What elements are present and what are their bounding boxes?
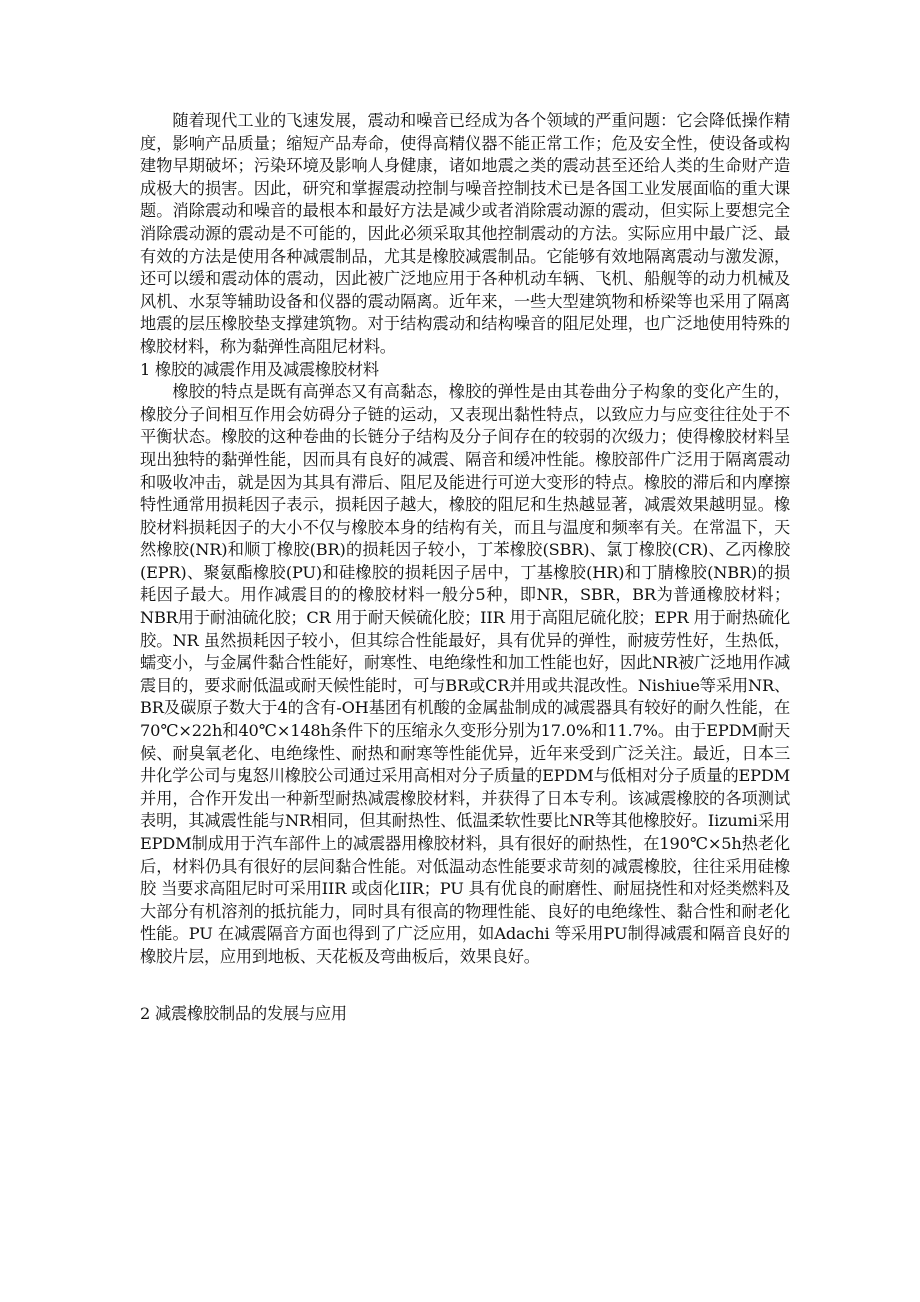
document-page bbox=[140, 110, 790, 1025]
section-heading-1: 1 橡胶的减震作用及减震橡胶材料 bbox=[140, 359, 379, 379]
section-gap bbox=[140, 969, 790, 1003]
section-heading-2: 2 减震橡胶制品的发展与应用 bbox=[140, 1003, 347, 1023]
section-1-paragraph: 橡胶的特点是既有高弹态又有高黏态，橡胶的弹性是由其卷曲分子构象的变化产生的，橡胶分子间相互作用会妨碍分子链的运动，又表现出黏性特点，以致应力与应变往往处于不平衡状态。橡胶的这种卷曲的长链分子结构及分子间存在的较弱的次级力；使得橡胶材料呈现出独特的黏弹性能，因而具有良好的减震、隔音和缓冲性能。橡胶部件广泛用于隔离震动和吸收冲击，就是因为其具有滞后、阻尼及能进行可逆大变形的特点。橡胶的滞后和内摩擦特性通常用损耗因子表示，损耗因子越大，橡胶的阻尼和生热越显著，减震效果越明显。橡胶材料损耗因子的大小不仅与橡胶本身的结构有关，而且与温度和频率有关。在常温下，天然橡胶(NR)和顺丁橡胶(BR)的损耗因子较小，丁苯橡胶(SBR)、氯丁橡胶(CR)、乙丙橡胶(EPR)、聚氨酯橡胶(PU)和硅橡胶的损耗因子居中，丁基橡胶(HR)和丁腈橡胶(NBR)的损耗因子最大。用作减震目的的橡胶材料一般分5种，即NR，SBR，BR为普通橡胶材料；NBR用于耐油硫化胶；CR 用于耐天候硫化胶；IIR 用于高阻尼硫化胶；EPR 用于耐热硫化胶。NR 虽然损耗因子较小，但其综合性能最好，具有优异的弹性，耐疲劳性好，生热低，蠕变小，与金属件黏合性能好，耐寒性、电绝缘性和加工性能也好，因此NR被广泛地用作减震目的，要求耐低温或耐天候性能时，可与BR或CR并用或共混改性。Nishiue等采用NR、BR及碳原子数大于4的含有-OH基团有机酸的金属盐制成的减震器具有较好的耐久性能，在70℃×22h和40℃×148h条件下的压缩永久变形分别为17.0%和11.7%。由于EPDM耐天候、耐臭氧老化、电绝缘性、耐热和耐寒等性能优异，近年来受到广泛关注。最近，日本三井化学公司与鬼怒川橡胶公司通过采用高相对分子质量的EPDM与低相对分子质量的EPDM并用，合作开发出一种新型耐热减震橡胶材料，并获得了日本专利。该减震橡胶的各项测试表明，其减震性能与NR相同，但其耐热性、低温柔软性要比NR等其他橡胶好。Iizumi采用EPDM制成用于汽车部件上的减震器用橡胶材料，具有很好的耐热性，在190℃×5h热老化后，材料仍具有很好的层间黏合性能。对低温动态性能要求苛刻的减震橡胶，往往采用硅橡胶 当要求高阻尼时可采用IIR 或卤化IIR；PU 具有优良的耐磨性、耐屈挠性和对烃类燃料及大部分有机溶剂的抵抗能力，同时具有很高的物理性能、良好的电绝缘性、黏合性和耐老化性能。PU 在减震隔音方面也得到了广泛应用，如Adachi 等采用PU制得减震和隔音良好的橡胶片层，应用到地板、天花板及弯曲板后，效果良好。 bbox=[140, 382, 790, 966]
intro-paragraph: 随着现代工业的飞速发展，震动和噪音已经成为各个领域的严重问题：它会降低操作精度，影响产品质量；缩短产品寿命，使得高精仪器不能正常工作；危及安全性，使设备或构建物早期破坏；污染环境及影响人身健康，诸如地震之类的震动甚至还给人类的生命财产造成极大的损害。因此，研究和掌握震动控制与噪音控制技术已是各国工业发展面临的重大课题。消除震动和噪音的最根本和最好方法是减少或者消除震动源的震动，但实际上要想完全消除震动源的震动是不可能的，因此必须采取其他控制震动的方法。实际应用中最广泛、最有效的方法是使用各种减震制品，尤其是橡胶减震制品。它能够有效地隔离震动与激发源，还可以缓和震动体的震动，因此被广泛地应用于各种机动车辆、飞机、船舰等的动力机械及风机、水泵等辅助设备和仪器的震动隔离。近年来，一些大型建筑物和桥梁等也采用了隔离地震的层压橡胶垫支撑建筑物。对于结构震动和结构噪音的阻尼处理，也广泛地使用特殊的橡胶材料，称为黏弹性高阻尼材料。 bbox=[140, 111, 790, 356]
